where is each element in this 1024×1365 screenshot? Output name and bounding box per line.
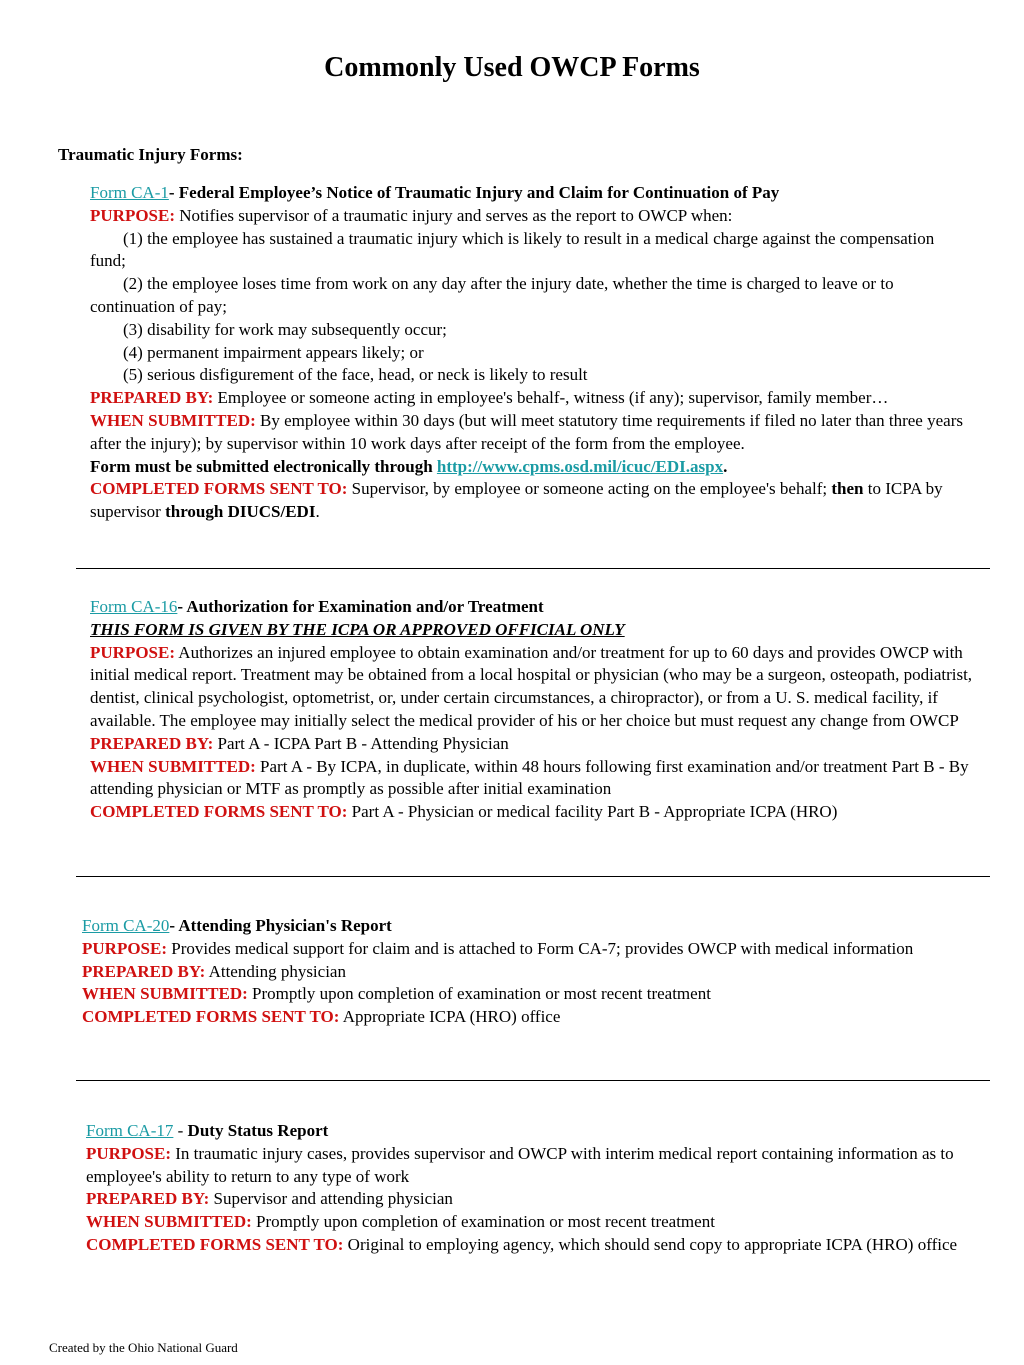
when-text: Promptly upon completion of examination or most recent treatment <box>251 1212 715 1232</box>
sent-text: Original to employing agency, which should send copy to appropriate ICPA (HRO) office <box>343 1234 958 1254</box>
sent-label: COMPLETED FORMS SENT TO: <box>82 1007 340 1027</box>
list-item: (5) serious disfigurement of the face, head, or neck is likely to result <box>123 365 588 385</box>
form-ca17-link[interactable]: Form CA-17 <box>86 1121 174 1140</box>
sent-text: Supervisor, by employee or someone acting on the employee's behalf; <box>347 479 832 499</box>
form-ca1-section <box>90 182 970 524</box>
form-ca16-heading <box>90 596 990 619</box>
form-ca17-heading <box>86 1120 966 1143</box>
purpose-text: In traumatic injury cases, provides supervisor and OWCP with interim medical report containing information as to employee's ability to return to any type of work <box>86 1143 954 1186</box>
sent-then: then <box>831 479 864 499</box>
list-item: (4) permanent impairment appears likely; or <box>123 342 424 362</box>
form-ca16-title: - Authorization for Examination and/or Treatment <box>177 597 544 616</box>
list-item: (3) disability for work may subsequently occur; <box>123 319 447 339</box>
edi-url-link[interactable]: http://www.cpms.osd.mil/icuc/EDI.aspx <box>436 456 724 476</box>
form-ca20-when <box>82 983 962 1006</box>
prepared-label: PREPARED BY: <box>90 733 214 753</box>
when-label: WHEN SUBMITTED: <box>86 1212 252 1232</box>
form-ca1-heading <box>90 182 970 205</box>
form-ca20-title: - Attending Physician's Report <box>169 916 392 935</box>
prepared-text: Employee or someone acting in employee's behalf-, witness (if any); supervisor, family member… <box>213 388 889 408</box>
purpose-label: PURPOSE: <box>82 938 167 958</box>
list-item: (2) the employee loses time from work on any day after the injury date, whether the time is charged to leave or to continuation of pay; <box>90 274 894 316</box>
form-ca20-link[interactable]: Form CA-20 <box>82 916 170 935</box>
sent-label: COMPLETED FORMS SENT TO: <box>90 479 348 499</box>
form-ca1-when <box>90 410 970 456</box>
form-ca16-prepared <box>90 733 990 756</box>
form-ca17-sent <box>86 1234 966 1257</box>
electronic-end: . <box>723 456 728 476</box>
purpose-label: PURPOSE: <box>90 205 175 225</box>
when-text: Promptly upon completion of examination or most recent treatment <box>247 984 711 1004</box>
form-ca20-prepared <box>82 961 962 984</box>
divider <box>76 1080 990 1081</box>
form-ca20-section <box>82 915 962 1029</box>
sent-text-2: to ICPA by supervisor <box>90 479 943 522</box>
form-ca1-prepared <box>90 387 970 410</box>
purpose-text: Notifies supervisor of a traumatic injury and serves as the report to OWCP when: <box>175 205 733 225</box>
sent-label: COMPLETED FORMS SENT TO: <box>90 802 348 822</box>
sent-text: Part A - Physician or medical facility Part B - Appropriate ICPA (HRO) <box>347 802 838 822</box>
form-ca17-prepared <box>86 1188 966 1211</box>
form-ca17-when <box>86 1211 966 1234</box>
when-text: By employee within 30 days (but will meet statutory time requirements if filed no later than three years after the injury); by supervisor within 10 work days after receipt of the form from the employee. <box>90 410 963 453</box>
list-item: (1) the employee has sustained a traumatic injury which is likely to result in a medical charge against the compensation fund; <box>90 228 935 271</box>
when-text: Part A - By ICPA, in duplicate, within 48 hours following first examination and/or treatment Part B - By attending physician or MTF as promptly as possible after initial examination <box>90 756 969 799</box>
form-ca16-link[interactable]: Form CA-16 <box>90 597 178 616</box>
sent-through: through DIUCS/EDI <box>165 502 316 522</box>
prepared-label: PREPARED BY: <box>82 961 206 981</box>
form-ca17-purpose <box>86 1143 966 1189</box>
sent-text: Appropriate ICPA (HRO) office <box>339 1007 561 1027</box>
form-ca20-purpose <box>82 938 962 961</box>
form-ca16-notice <box>90 619 990 642</box>
form-ca16-purpose <box>90 642 990 733</box>
purpose-label: PURPOSE: <box>90 642 175 662</box>
sent-end: . <box>315 502 320 522</box>
form-ca17-sep: - <box>173 1121 188 1140</box>
form-ca1-title: - Federal Employee’s Notice of Traumatic Injury and Claim for Continuation of Pay <box>168 183 780 202</box>
section-heading: Traumatic Injury Forms: <box>58 145 243 164</box>
form-ca17-title: Duty Status Report <box>187 1121 329 1140</box>
prepared-text: Supervisor and attending physician <box>209 1189 453 1209</box>
notice-text: THIS FORM IS GIVEN BY THE ICPA OR APPROVED OFFICIAL ONLY <box>90 619 625 639</box>
form-ca16-when <box>90 756 990 802</box>
divider <box>76 876 990 877</box>
form-ca16-sent <box>90 801 990 824</box>
when-label: WHEN SUBMITTED: <box>90 756 256 776</box>
divider <box>76 568 990 569</box>
when-label: WHEN SUBMITTED: <box>82 984 248 1004</box>
prepared-label: PREPARED BY: <box>90 388 214 408</box>
footer-credit: Created by the Ohio National Guard <box>49 1340 238 1355</box>
page-title: Commonly Used OWCP Forms <box>324 52 700 83</box>
form-ca17-section <box>86 1120 966 1257</box>
electronic-text: Form must be submitted electronically through <box>90 456 437 476</box>
form-ca20-sent <box>82 1006 962 1029</box>
prepared-text: Part A - ICPA Part B - Attending Physician <box>213 733 509 753</box>
form-ca1-sent <box>90 478 970 524</box>
prepared-label: PREPARED BY: <box>86 1189 210 1209</box>
form-ca1-purpose <box>90 205 970 228</box>
form-ca20-heading <box>82 915 962 938</box>
purpose-text: Authorizes an injured employee to obtain examination and/or treatment for up to 60 days and provides OWCP with initial medical report. Treatment may be obtained from a local hospital or physician (who may be a surgeon, osteopath, podiatrist, dentist, clinical psychologist, optometrist, or, under certain circumstances, a chiropractor), or from a U. S. medical facility, if available. The employee may initially select the medical provider of his or her choice but must request any change from OWCP <box>90 642 973 730</box>
when-label: WHEN SUBMITTED: <box>90 410 256 430</box>
form-ca1-link[interactable]: Form CA-1 <box>90 183 169 202</box>
purpose-text: Provides medical support for claim and is attached to Form CA-7; provides OWCP with medical information <box>167 938 914 958</box>
form-ca16-section <box>90 596 990 824</box>
purpose-label: PURPOSE: <box>86 1143 171 1163</box>
sent-label: COMPLETED FORMS SENT TO: <box>86 1234 344 1254</box>
form-ca1-electronic <box>90 456 970 479</box>
prepared-text: Attending physician <box>205 961 346 981</box>
